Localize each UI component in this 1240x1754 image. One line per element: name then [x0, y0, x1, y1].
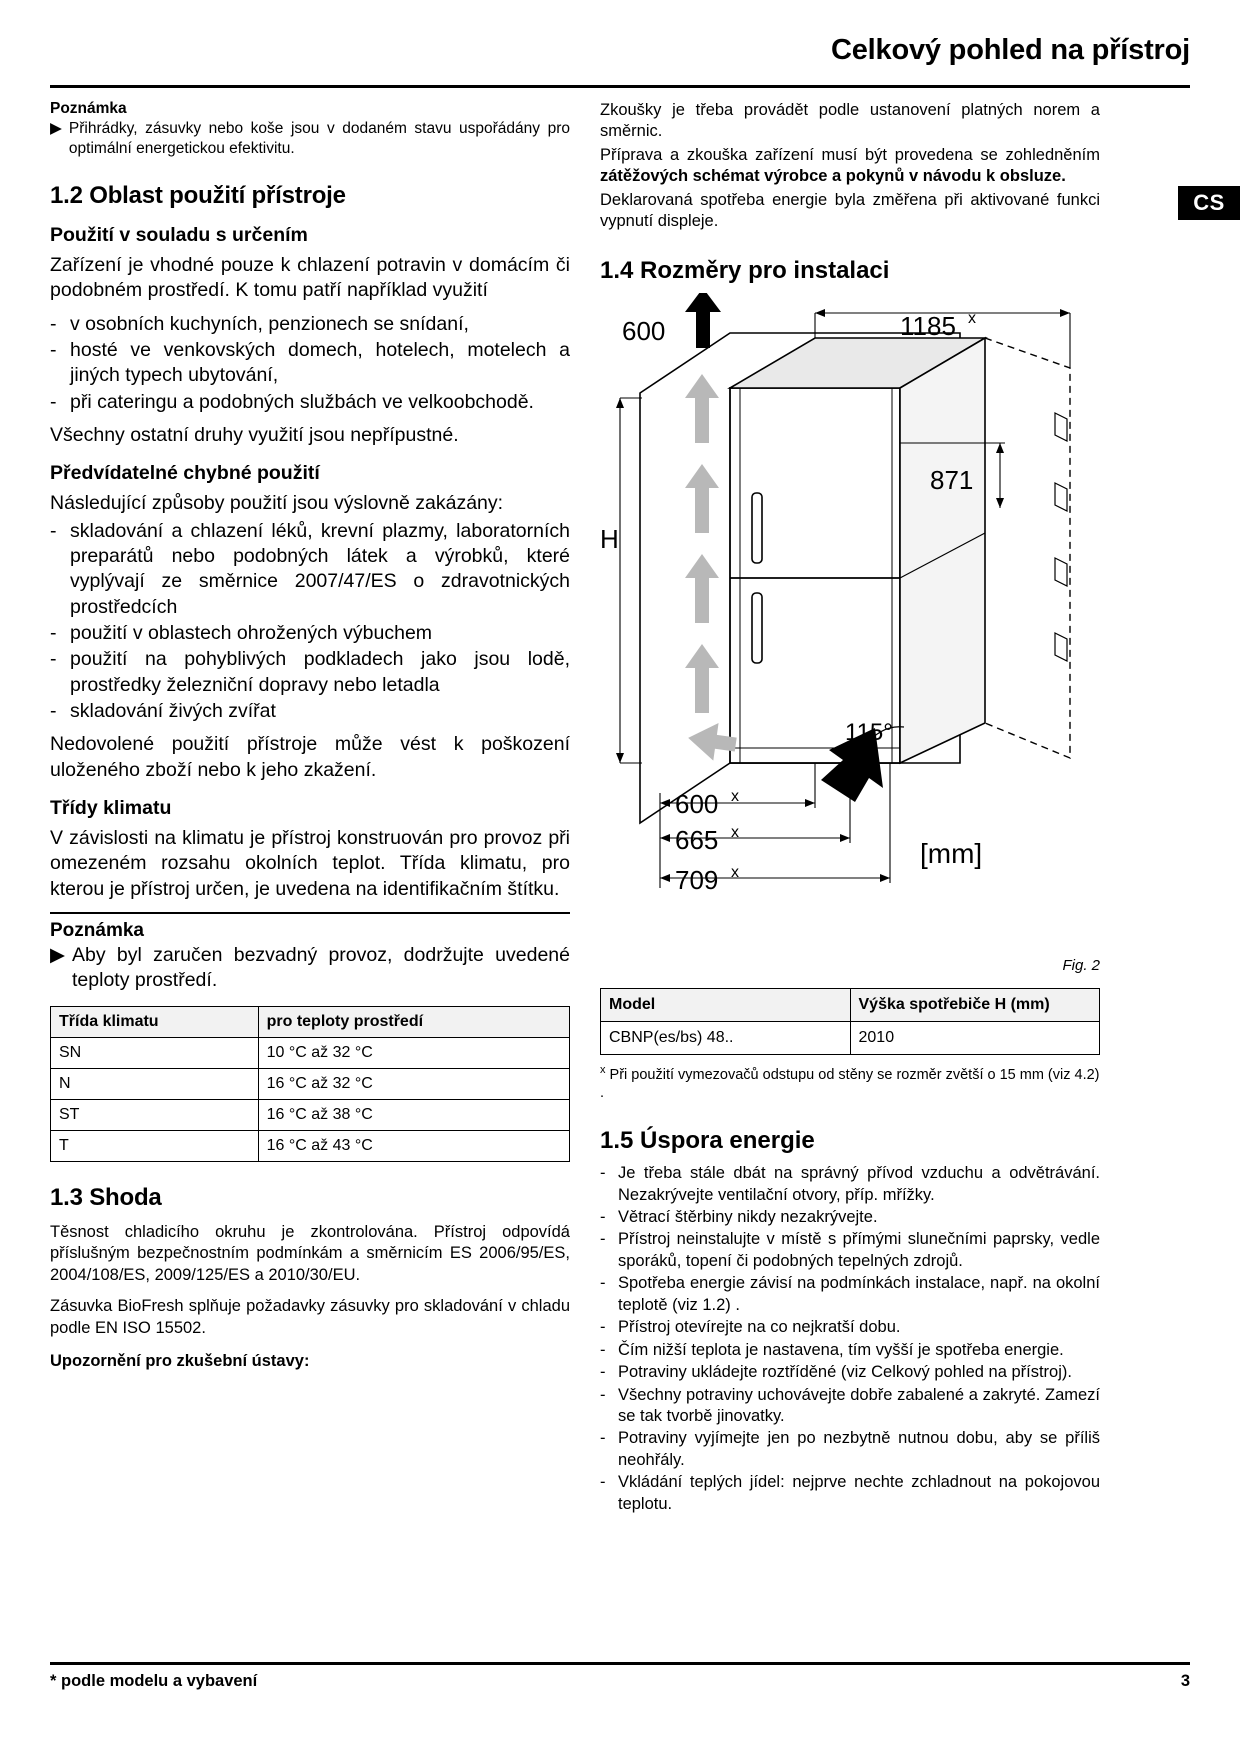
- cell-class: T: [51, 1130, 259, 1161]
- footnote: [600, 1063, 1100, 1104]
- page-number: 3: [1180, 1672, 1190, 1690]
- note-text: Přihrádky, zásuvky nebo koše jsou v dodaném stavu uspořádány pro optimální energetickou efektivitu.: [68, 120, 570, 158]
- label-height-871: 871: [930, 464, 974, 495]
- label-unit-mm: [mm]: [920, 837, 983, 869]
- note-text: Aby byl zaručen bezvadný provoz, dodržujte uvedené teploty prostředí.: [72, 944, 570, 992]
- paragraph-misuse: Následující způsoby použití jsou výslovně zakázány:: [50, 492, 504, 515]
- list-item-text: při cateringu a podobných službách ve velkoobchodě.: [70, 390, 534, 413]
- label-width-1185-sup: x: [968, 309, 976, 327]
- list-item-text: Všechny potraviny uchovávejte dobře zabalené a zakryté. Zamezí se tak tvorbě jinovatky.: [618, 1385, 1100, 1425]
- note-block-1: [50, 100, 570, 160]
- note-title: Poznámka: [50, 100, 127, 117]
- triangle-right-icon: ▶: [50, 120, 62, 137]
- label-h: H: [600, 523, 619, 554]
- note-title: Poznámka: [50, 920, 144, 942]
- note-item: [50, 119, 570, 160]
- list-item: - v osobních kuchyních, penzionech se snídaní,: [50, 312, 570, 337]
- label-d2-sup: x: [731, 823, 739, 841]
- divider: [50, 912, 570, 914]
- cell-class: N: [51, 1068, 259, 1099]
- header-divider: [50, 85, 1190, 88]
- section-1-2-heading: 1.2 Oblast použití přístroje: [50, 181, 346, 209]
- right-column: [600, 100, 1100, 1516]
- section-1-5-heading: 1.5 Úspora energie: [600, 1127, 815, 1155]
- list-item: - Přístroj otevírejte na co nejkratší dobu.: [600, 1317, 1100, 1338]
- cell-height: 2010: [850, 1021, 1100, 1054]
- column-header-height: Výška spotřebiče H (mm): [850, 988, 1100, 1021]
- label-d1-sup: x: [731, 787, 739, 805]
- list-item: - Přístroj neinstalujte v místě s přímými slunečními paprsky, vedle sporáků, topení či podobných tepelných zdrojů.: [600, 1229, 1100, 1272]
- list-item-text: Spotřeba energie závisí na podmínkách instalace, např. na okolní teplotě (viz 1.2) .: [618, 1274, 1100, 1314]
- paragraph-tests-norms: Zkoušky je třeba provádět podle ustanovení platných norem a směrnic.: [600, 101, 1100, 141]
- list-item-text: Přístroj neinstalujte v místě s přímými slunečními paprsky, vedle sporáků, topení či podobných tepelných zdrojů.: [618, 1230, 1100, 1270]
- table-row: [51, 1037, 570, 1068]
- preparation-text-a: Příprava a zkouška zařízení musí být provedena se zohledněním: [600, 145, 1100, 164]
- figure-caption: Fig. 2: [1062, 956, 1100, 974]
- list-intended-use: [50, 312, 570, 415]
- cell-class: SN: [51, 1037, 259, 1068]
- subheading-climate-classes: Třídy klimatu: [50, 797, 172, 820]
- paragraph-other-uses: Všechny ostatní druhy využití jsou nepřípustné.: [50, 423, 459, 446]
- list-item: - Potraviny vyjímejte jen po nezbytně nutnou dobu, aby se příliš neohřály.: [600, 1428, 1100, 1471]
- footer-note: * podle modelu a vybavení: [50, 1672, 258, 1690]
- footer-divider: [50, 1662, 1190, 1665]
- column-header-temps: pro teploty prostředí: [258, 1006, 569, 1037]
- paragraph-conformity-2: Zásuvka BioFresh splňuje požadavky zásuvky pro skladování v chladu podle EN ISO 15502.: [50, 1297, 570, 1337]
- list-item: - Čím nižší teplota je nastavena, tím vyšší je spotřeba energie.: [600, 1340, 1100, 1361]
- language-tab: CS: [1178, 186, 1240, 220]
- paragraph-climate-classes: V závislosti na klimatu je přístroj konstruován pro provoz při omezeném rozsahu okolních teplot. Třída klimatu, pro kterou je přístroj určen, je uvedena na identifikačním štítku.: [50, 827, 570, 900]
- list-item: - skladování živých zvířat: [50, 699, 570, 724]
- list-item-text: Větrací štěrbiny nikdy nezakrývejte.: [618, 1208, 878, 1227]
- list-item: - hosté ve venkovských domech, hotelech, motelech a jiných typech ubytování,: [50, 338, 570, 389]
- list-item: - skladování a chlazení léků, krevní plazmy, laboratorních preparátů nebo podobných látek a výrobků, které vyplývají ze směrnice 2007/47/ES o zdravotnických prostředcích: [50, 519, 570, 620]
- cell-temps: 10 °C až 32 °C: [258, 1037, 569, 1068]
- climate-class-table: [50, 1006, 570, 1162]
- section-1-4-heading: 1.4 Rozměry pro instalaci: [600, 256, 890, 284]
- paragraph-intended-use: Zařízení je vhodné pouze k chlazení potravin v domácím či podobném prostředí. K tomu patří například využití: [50, 253, 570, 302]
- table-row: [51, 1099, 570, 1130]
- list-item-text: použití v oblastech ohrožených výbuchem: [70, 622, 433, 645]
- list-item-text: Vkládání teplých jídel: nejprve nechte zchladnout na pokojovou teplotu.: [618, 1473, 1100, 1513]
- paragraph-test-institutes: Upozornění pro zkušební ústavy:: [50, 1352, 310, 1370]
- list-item: - použití v oblastech ohrožených výbuchem: [50, 621, 570, 646]
- list-item: - Spotřeba energie závisí na podmínkách instalace, např. na okolní teplotě (viz 1.2) .: [600, 1273, 1100, 1316]
- table-row: [601, 1021, 1100, 1054]
- cell-temps: 16 °C až 32 °C: [258, 1068, 569, 1099]
- label-depth-600: 600: [622, 315, 666, 346]
- list-item-text: skladování živých zvířat: [70, 700, 276, 723]
- label-d3-sup: x: [731, 863, 739, 881]
- paragraph-energy-declared: Deklarovaná spotřeba energie byla změřena při aktivované funkci vypnutí displeje.: [600, 190, 1100, 231]
- subheading-intended-use: Použití v souladu s určením: [50, 223, 308, 246]
- list-item-text: v osobních kuchyních, penzionech se snídaní,: [70, 312, 469, 335]
- column-header-class: Třída klimatu: [51, 1006, 259, 1037]
- triangle-right-icon: ▶: [50, 944, 65, 967]
- list-item: - použití na pohyblivých podkladech jako jsou lodě, prostředky železniční dopravy nebo letadla: [50, 647, 570, 698]
- table-header-row: [601, 988, 1100, 1021]
- cell-class: ST: [51, 1099, 259, 1130]
- subheading-misuse: Předvídatelné chybné použití: [50, 462, 320, 485]
- page-header: [50, 34, 1190, 67]
- label-angle: 115°: [845, 718, 893, 746]
- dimension-table: [600, 988, 1100, 1055]
- table-header-row: [51, 1006, 570, 1037]
- list-item-text: skladování a chlazení léků, krevní plazmy, laboratorních preparátů nebo podobných látek a výrobků, které vyplývají ze směrnice 2007/47/ES o zdravotnických prostředcích: [70, 519, 570, 618]
- energy-saving-list: [600, 1163, 1100, 1515]
- note-item: [50, 943, 570, 994]
- column-header-model: Model: [601, 988, 851, 1021]
- list-item-text: hosté ve venkovských domech, hotelech, motelech a jiných typech ubytování,: [70, 338, 570, 387]
- list-item-text: Potraviny ukládejte roztříděné (viz Celkový pohled na přístroj).: [618, 1363, 1072, 1382]
- list-item-text: Přístroj otevírejte na co nejkratší dobu.: [618, 1318, 901, 1337]
- list-item-text: Potraviny vyjímejte jen po nezbytně nutnou dobu, aby se příliš neohřály.: [618, 1429, 1100, 1469]
- list-misuse: [50, 519, 570, 725]
- left-column: [50, 100, 570, 1374]
- list-item: - Je třeba stále dbát na správný přívod vzduchu a odvětrávání. Nezakrývejte ventilační otvory, příp. mřížky.: [600, 1163, 1100, 1206]
- fridge-diagram: [600, 293, 1100, 953]
- paragraph-damage-warning: Nedovolené použití přístroje může vést k poškození uloženého zboží nebo k jeho zkažení.: [50, 733, 570, 781]
- installation-dimensions-figure: [600, 293, 1100, 953]
- list-item: - při cateringu a podobných službách ve velkoobchodě.: [50, 390, 570, 415]
- preparation-text-bold: zátěžových schémat výrobce a pokynů v návodu k obsluze.: [600, 167, 1066, 186]
- list-item-text: Čím nižší teplota je nastavena, tím vyšší je spotřeba energie.: [618, 1340, 1064, 1359]
- note-block-2: [50, 920, 570, 994]
- list-item-text: použití na pohyblivých podkladech jako jsou lodě, prostředky železniční dopravy nebo letadla: [70, 648, 570, 696]
- table-row: [51, 1068, 570, 1099]
- paragraph-preparation: [600, 145, 1100, 188]
- list-item: - Vkládání teplých jídel: nejprve nechte zchladnout na pokojovou teplotu.: [600, 1472, 1100, 1515]
- cell-model: CBNP(es/bs) 48..: [601, 1021, 851, 1054]
- label-d2: 665: [675, 824, 719, 855]
- cell-temps: 16 °C až 43 °C: [258, 1130, 569, 1161]
- footnote-text: Při použití vymezovačů odstupu od stěny se rozměr zvětší o 15 mm (viz 4.2) .: [600, 1066, 1100, 1102]
- paragraph-conformity-1: Těsnost chladicího okruhu je zkontrolována. Přístroj odpovídá příslušným bezpečnostním podmínkám a směrnicím ES 2006/95/ES, 2004/108/ES, 2009/125/ES a 2010/30/EU.: [50, 1222, 570, 1284]
- page-footer: [50, 1672, 1190, 1691]
- page-title: Celkový pohled na přístroj: [831, 34, 1190, 66]
- list-item: - Všechny potraviny uchovávejte dobře zabalené a zakryté. Zamezí se tak tvorbě jinovatky.: [600, 1385, 1100, 1428]
- list-item: - Potraviny ukládejte roztříděné (viz Celkový pohled na přístroj).: [600, 1362, 1100, 1383]
- label-width-1185: 1185: [900, 310, 956, 341]
- cell-temps: 16 °C až 38 °C: [258, 1099, 569, 1130]
- section-1-3-heading: 1.3 Shoda: [50, 1183, 162, 1211]
- table-row: [51, 1130, 570, 1161]
- label-d3: 709: [675, 864, 719, 895]
- footnote-marker: x: [600, 1063, 606, 1076]
- list-item-text: Je třeba stále dbát na správný přívod vzduchu a odvětrávání. Nezakrývejte ventilační otvory, příp. mřížky.: [618, 1164, 1100, 1204]
- label-d1: 600: [675, 788, 719, 819]
- list-item: - Větrací štěrbiny nikdy nezakrývejte.: [600, 1207, 1100, 1228]
